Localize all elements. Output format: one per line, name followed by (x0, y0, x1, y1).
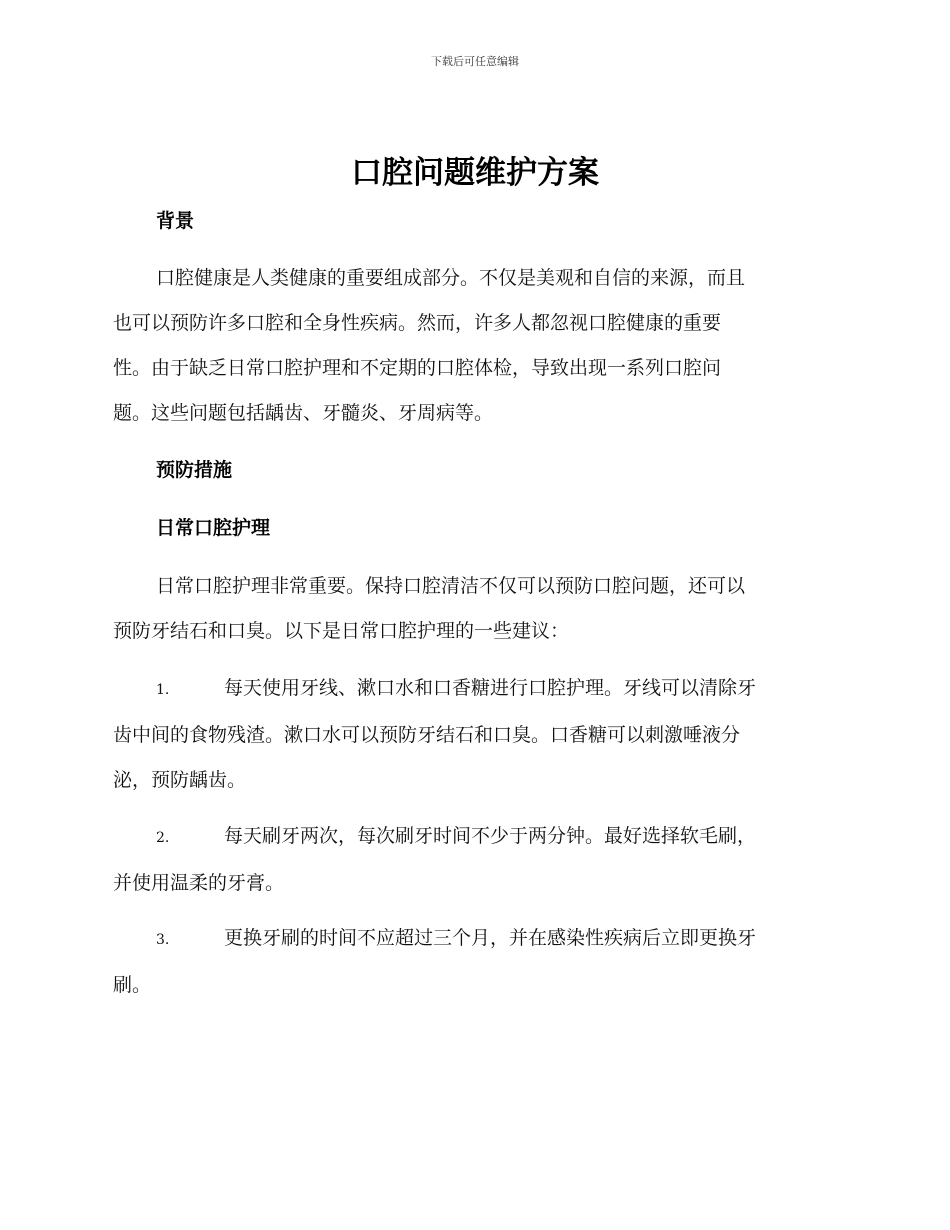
list-item-3 (113, 916, 835, 1008)
list-item-text: 每天刷牙两次，每次刷牙时间不少于两分钟。最好选择软毛刷， (224, 825, 757, 847)
paragraph-line: 性。由于缺乏日常口腔护理和不定期的口腔体检，导致出现一系列口腔问 (113, 357, 722, 379)
list-number: 3. (156, 932, 170, 948)
header-note: 下载后可任意编辑 (431, 55, 519, 68)
list-item-text: 更换牙刷的时间不应超过三个月，并在感染性疾病后立即更换牙 (224, 927, 757, 949)
daily-care-heading: 日常口腔护理 (156, 517, 271, 539)
paragraph-line: 预防牙结石和口臭。以下是日常口腔护理的一些建议： (113, 620, 570, 642)
daily-care-paragraph (113, 564, 835, 654)
prevention-heading: 预防措施 (156, 459, 233, 481)
list-number: 2. (156, 830, 170, 846)
list-item-text: 刷。 (113, 974, 152, 996)
list-number: 1. (156, 682, 170, 698)
paragraph-line: 口腔健康是人类健康的重要组成部分。不仅是美观和自信的来源，而且 (156, 267, 746, 289)
list-item-text: 并使用温柔的牙膏。 (113, 872, 285, 894)
list-item-1 (113, 666, 835, 803)
document-title: 口腔问题维护方案 (351, 155, 599, 191)
list-item-text: 齿中间的食物残渣。漱口水可以预防牙结石和口臭。口香糖可以刺激唾液分 (113, 724, 741, 746)
list-item-text: 每天使用牙线、漱口水和口香糖进行口腔护理。牙线可以清除牙 (224, 677, 757, 699)
background-heading: 背景 (156, 210, 195, 232)
paragraph-line: 日常口腔护理非常重要。保持口腔清洁不仅可以预防口腔问题，还可以 (156, 575, 746, 597)
list-item-text: 泌，预防龋齿。 (113, 769, 247, 791)
background-paragraph (113, 256, 835, 436)
paragraph-line: 也可以预防许多口腔和全身性疾病。然而，许多人都忽视口腔健康的重要 (113, 312, 722, 334)
list-item-2 (113, 814, 835, 906)
paragraph-line: 题。这些问题包括龋齿、牙髓炎、牙周病等。 (113, 402, 494, 424)
